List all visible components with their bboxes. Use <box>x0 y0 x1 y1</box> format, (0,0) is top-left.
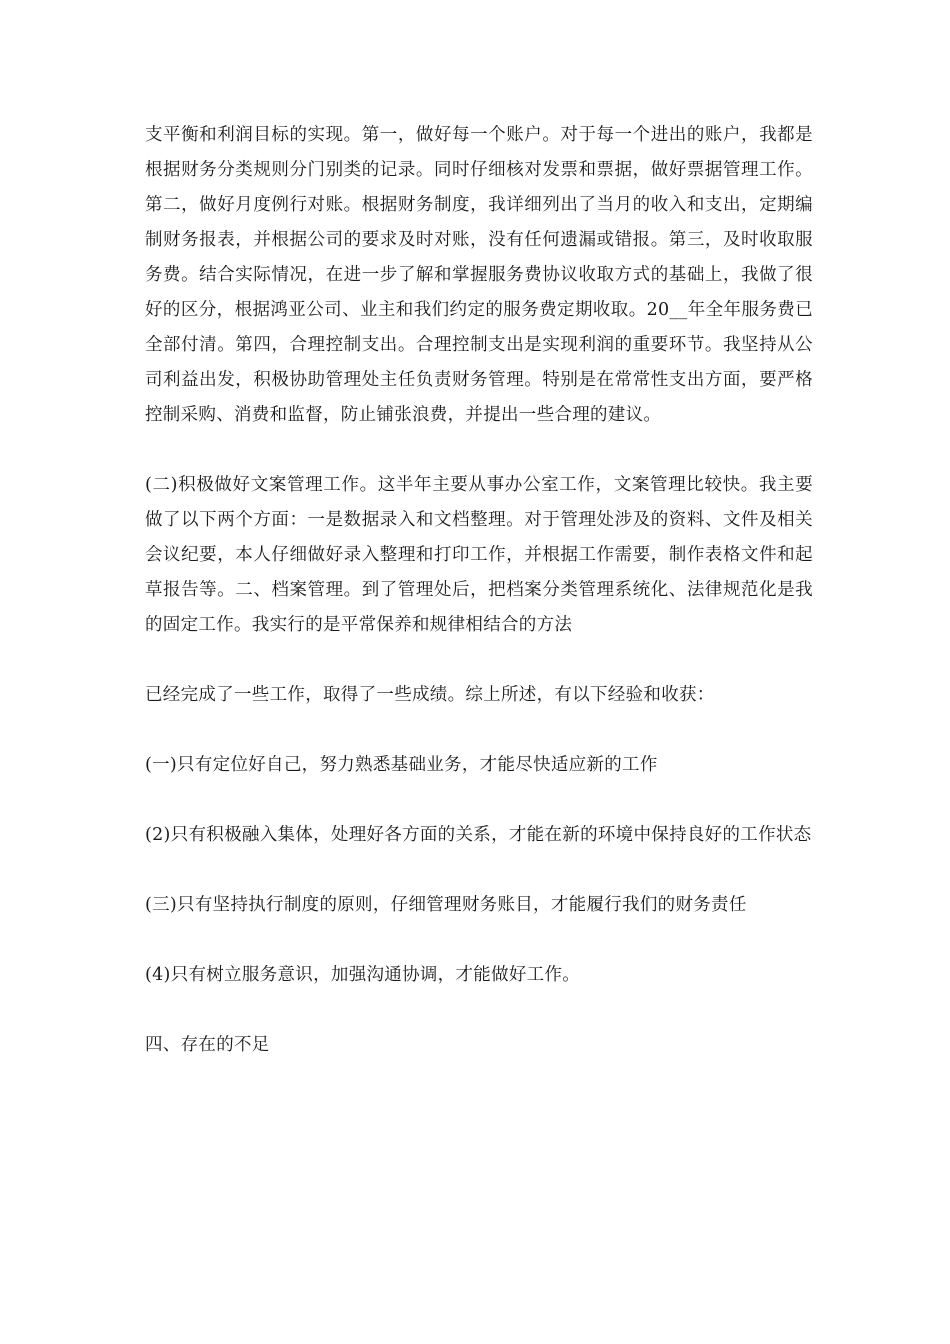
paragraph-gap <box>145 783 813 818</box>
list-item-experience-4: (4)只有树立服务意识，加强沟通协调，才能做好工作。 <box>145 965 581 985</box>
paragraph-gap <box>145 923 813 958</box>
paragraph-gap <box>145 713 813 748</box>
section-heading: 四、存在的不足 <box>145 1035 270 1055</box>
list-item-experience-1: (一)只有定位好自己，努力熟悉基础业务，才能尽快适应新的工作 <box>145 755 658 775</box>
list-item-experience-3: (三)只有坚持执行制度的原则，仔细管理财务账目，才能履行我们的财务责任 <box>145 895 747 915</box>
paragraph-finance-work: 支平衡和利润目标的实现。第一，做好每一个账户。对于每一个进出的账户，我都是根据财务分类规则分门别类的记录。同时仔细核对发票和票据，做好票据管理工作。第二，做好月度例行对账。根据财务制度，我详细列出了当月的收入和支出，定期编制财务报表，并根据公司的要求及时对账，没有任何遗漏或错报。第三，及时收取服务费。结合实际情况，在进一步了解和掌握服务费协议收取方式的基础上，我做了很好的区分，根据鸿亚公司、业主和我们约定的服务费定期收取。20__年全年服务费已全部付清。第四，合理控制支出。合理控制支出是实现利润的重要环节。我坚持从公司利益出发，积极协助管理处主任负责财务管理。特别是在常常性支出方面，要严格控制采购、消费和监督，防止铺张浪费，并提出一些合理的建议。 <box>145 125 813 425</box>
paragraph-gap <box>145 853 813 888</box>
paragraph-summary: 已经完成了一些工作，取得了一些成绩。综上所述，有以下经验和收获： <box>145 685 715 705</box>
paragraph-gap <box>145 993 813 1028</box>
paragraph-gap <box>145 643 813 678</box>
document-page <box>145 118 813 1063</box>
paragraph-document-management: (二)积极做好文案管理工作。这半年主要从事办公室工作，文案管理比较快。我主要做了以下两个方面：一是数据录入和文档整理。对于管理处涉及的资料、文件及相关会议纪要，本人仔细做好录入整理和打印工作，并根据工作需要，制作表格文件和起草报告等。二、档案管理。到了管理处后，把档案分类管理系统化、法律规范化是我的固定工作。我实行的是平常保养和规律相结合的方法 <box>145 475 813 635</box>
paragraph-gap <box>145 433 813 468</box>
list-item-experience-2: (2)只有积极融入集体，处理好各方面的关系，才能在新的环境中保持良好的工作状态 <box>145 825 812 845</box>
